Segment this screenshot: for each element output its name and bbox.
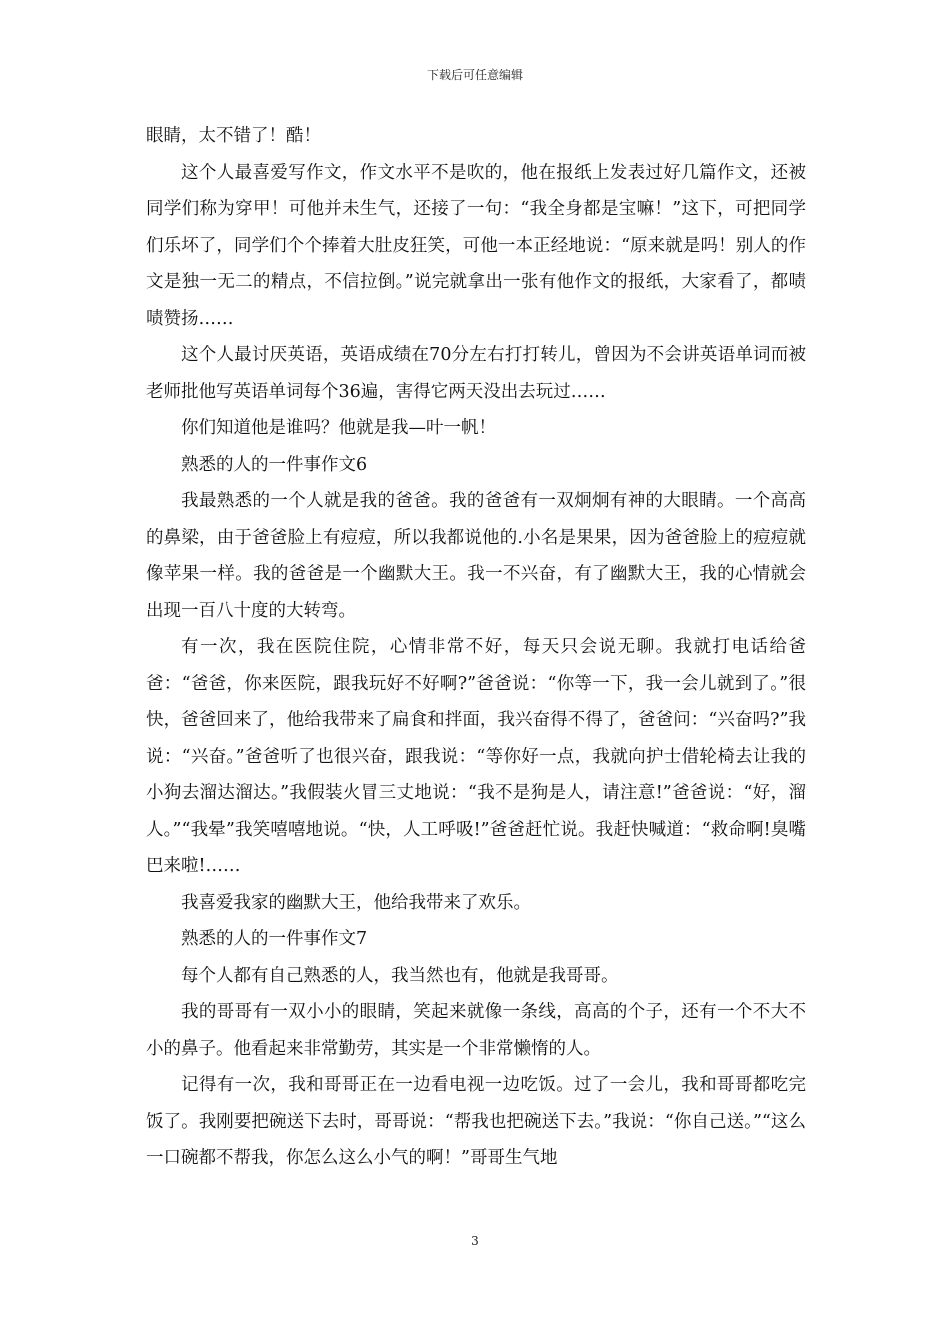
page-number: 3 — [471, 1234, 479, 1248]
paragraph: 有一次，我在医院住院，心情非常不好，每天只会说无聊。我就打电话给爸爸：“爸爸，你来医院，跟我玩好不好啊?”爸爸说：“你等一下，我一会儿就到了。”很快，爸爸回来了，他给我带来了扁食和拌面，我兴奋得不得了，爸爸问：“兴奋吗?”我说：“兴奋。”爸爸听了也很兴奋，跟我说：“等你好一点，我就向护士借轮椅去让我的小狗去溜达溜达。”我假装火冒三丈地说：“我不是狗是人，请注意!”爸爸说：“好，溜人。”“我晕”我笑嘻嘻地说。“快，人工呼吸!”爸爸赶忙说。我赶快喊道：“救命啊!臭嘴巴来啦!…… — [146, 637, 806, 876]
paragraph: 这个人最喜爱写作文，作文水平不是吹的，他在报纸上发表过好几篇作文，还被同学们称为穿甲！可他并未生气，还接了一句：“我全身都是宝嘛！”这下，可把同学们乐坏了，同学们个个捧着大肚皮狂笑，可他一本正经地说：“原来就是吗！别人的作文是独一无二的精点，不信拉倒。”说完就拿出一张有他作文的报纸，大家看了，都啧啧赞扬…… — [146, 162, 806, 329]
page-header: 下载后可任意编辑 — [426, 68, 523, 82]
paragraph: 这个人最讨厌英语，英语成绩在70分左右打打转儿，曾因为不会讲英语单词而被老师批他写英语单词每个36遍，害得它两天没出去玩过…… — [146, 345, 806, 402]
paragraph: 眼睛，太不错了！酷！ — [146, 126, 321, 146]
paragraph: 我的哥哥有一双小小的眼睛，笑起来就像一条线，高高的个子，还有一个不大不小的鼻子。他看起来非常勤劳，其实是一个非常懒惰的人。 — [146, 1002, 806, 1059]
paragraph: 每个人都有自己熟悉的人，我当然也有，他就是我哥哥。 — [181, 965, 619, 986]
section-heading: 熟悉的人的一件事作文7 — [181, 929, 368, 949]
paragraph: 记得有一次，我和哥哥正在一边看电视一边吃饭。过了一会儿，我和哥哥都吃完饭了。我刚要把碗送下去时，哥哥说：“帮我也把碗送下去。”我说：“你自己送。”“这么一口碗都不帮我，你怎么这么小气的啊！”哥哥生气地 — [146, 1075, 806, 1168]
paragraph: 我最熟悉的一个人就是我的爸爸。我的爸爸有一双炯炯有神的大眼睛。一个高高的鼻梁，由于爸爸脸上有痘痘，所以我都说他的.小名是果果，因为爸爸脸上的痘痘就像苹果一样。我的爸爸是一个幽默大王。我一不兴奋，有了幽默大王，我的心情就会出现一百八十度的大转弯。 — [146, 491, 806, 621]
document-body — [146, 118, 806, 1177]
section-heading: 熟悉的人的一件事作文6 — [181, 454, 368, 475]
paragraph: 你们知道他是谁吗？他就是我—叶一帆！ — [181, 418, 496, 438]
paragraph: 我喜爱我家的幽默大王，他给我带来了欢乐。 — [181, 892, 531, 913]
